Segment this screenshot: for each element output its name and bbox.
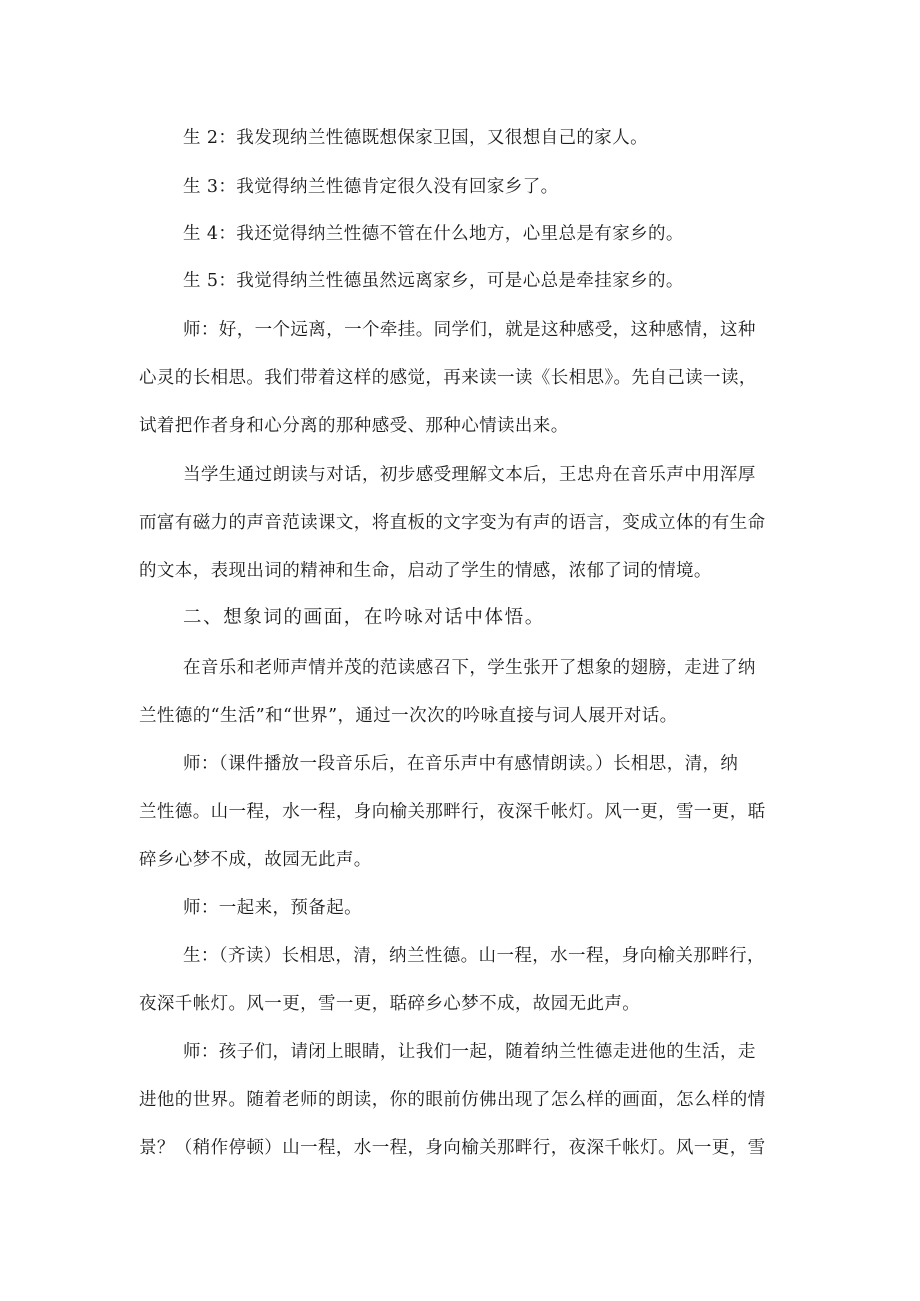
- paragraph-line: 而富有磁力的声音范读课文，将直板的文字变为有声的语言，变成立体的有生命: [139, 513, 766, 533]
- paragraph-line: 试着把作者身和心分离的那种感受、那种心情读出来。: [139, 416, 569, 436]
- paragraph-line: 景？（稍作停顿）山一程，水一程，身向榆关那畔行，夜深千帐灯。风一更，雪: [139, 1138, 766, 1158]
- paragraph-line: 在音乐和老师声情并茂的范读感召下，学生张开了想象的翅膀，走进了纳: [183, 658, 756, 678]
- paragraph-line: 生：（齐读）长相思，清，纳兰性德。山一程，水一程，身向榆关那畔行，: [183, 946, 765, 966]
- paragraph-line: 师：孩子们，请闭上眼睛，让我们一起，随着纳兰性德走进他的生活，走: [183, 1042, 756, 1062]
- paragraph-line: 生 3：我觉得纳兰性德肯定很久没有回家乡了。: [183, 177, 559, 197]
- paragraph-line: 生 4：我还觉得纳兰性德不管在什么地方，心里总是有家乡的。: [183, 224, 684, 244]
- paragraph-line: 师：好，一个远离，一个牵挂。同学们，就是这种感受，这种感情，这种: [183, 320, 756, 340]
- paragraph-line: 生 2：我发现纳兰性德既想保家卫国，又很想自己的家人。: [183, 128, 648, 148]
- paragraph-line: 当学生通过朗读与对话，初步感受理解文本后，王忠舟在音乐声中用浑厚: [183, 465, 756, 485]
- paragraph-line: 兰性德的“生活”和“世界”，通过一次次的吟咏直接与词人展开对话。: [139, 706, 678, 726]
- paragraph-line: 的文本，表现出词的精神和生命，启动了学生的情感，浓郁了词的情境。: [139, 561, 712, 581]
- paragraph-line: 夜深千帐灯。风一更，雪一更，聒碎乡心梦不成，故园无此声。: [139, 994, 641, 1014]
- paragraph-line: 进他的世界。随着老师的朗读，你的眼前仿佛出现了怎么样的画面，怎么样的情: [139, 1090, 766, 1110]
- paragraph-line: 兰性德。山一程，水一程，身向榆关那畔行，夜深千帐灯。风一更，雪一更，聒: [139, 802, 766, 822]
- paragraph-line: 心灵的长相思。我们带着这样的感觉，再来读一读《长相思》。先自己读一读，: [139, 368, 757, 388]
- paragraph-line: 生 5：我觉得纳兰性德虽然远离家乡，可是心总是牵挂家乡的。: [183, 271, 684, 291]
- section-heading: 二、想象词的画面，在吟咏对话中体悟。: [183, 607, 545, 628]
- paragraph-line: 师：一起来，预备起。: [183, 898, 362, 918]
- paragraph-line: 碎乡心梦不成，故园无此声。: [139, 850, 372, 870]
- paragraph-line: 师：（课件播放一段音乐后，在音乐声中有感情朗读。）长相思，清，纳: [183, 754, 739, 774]
